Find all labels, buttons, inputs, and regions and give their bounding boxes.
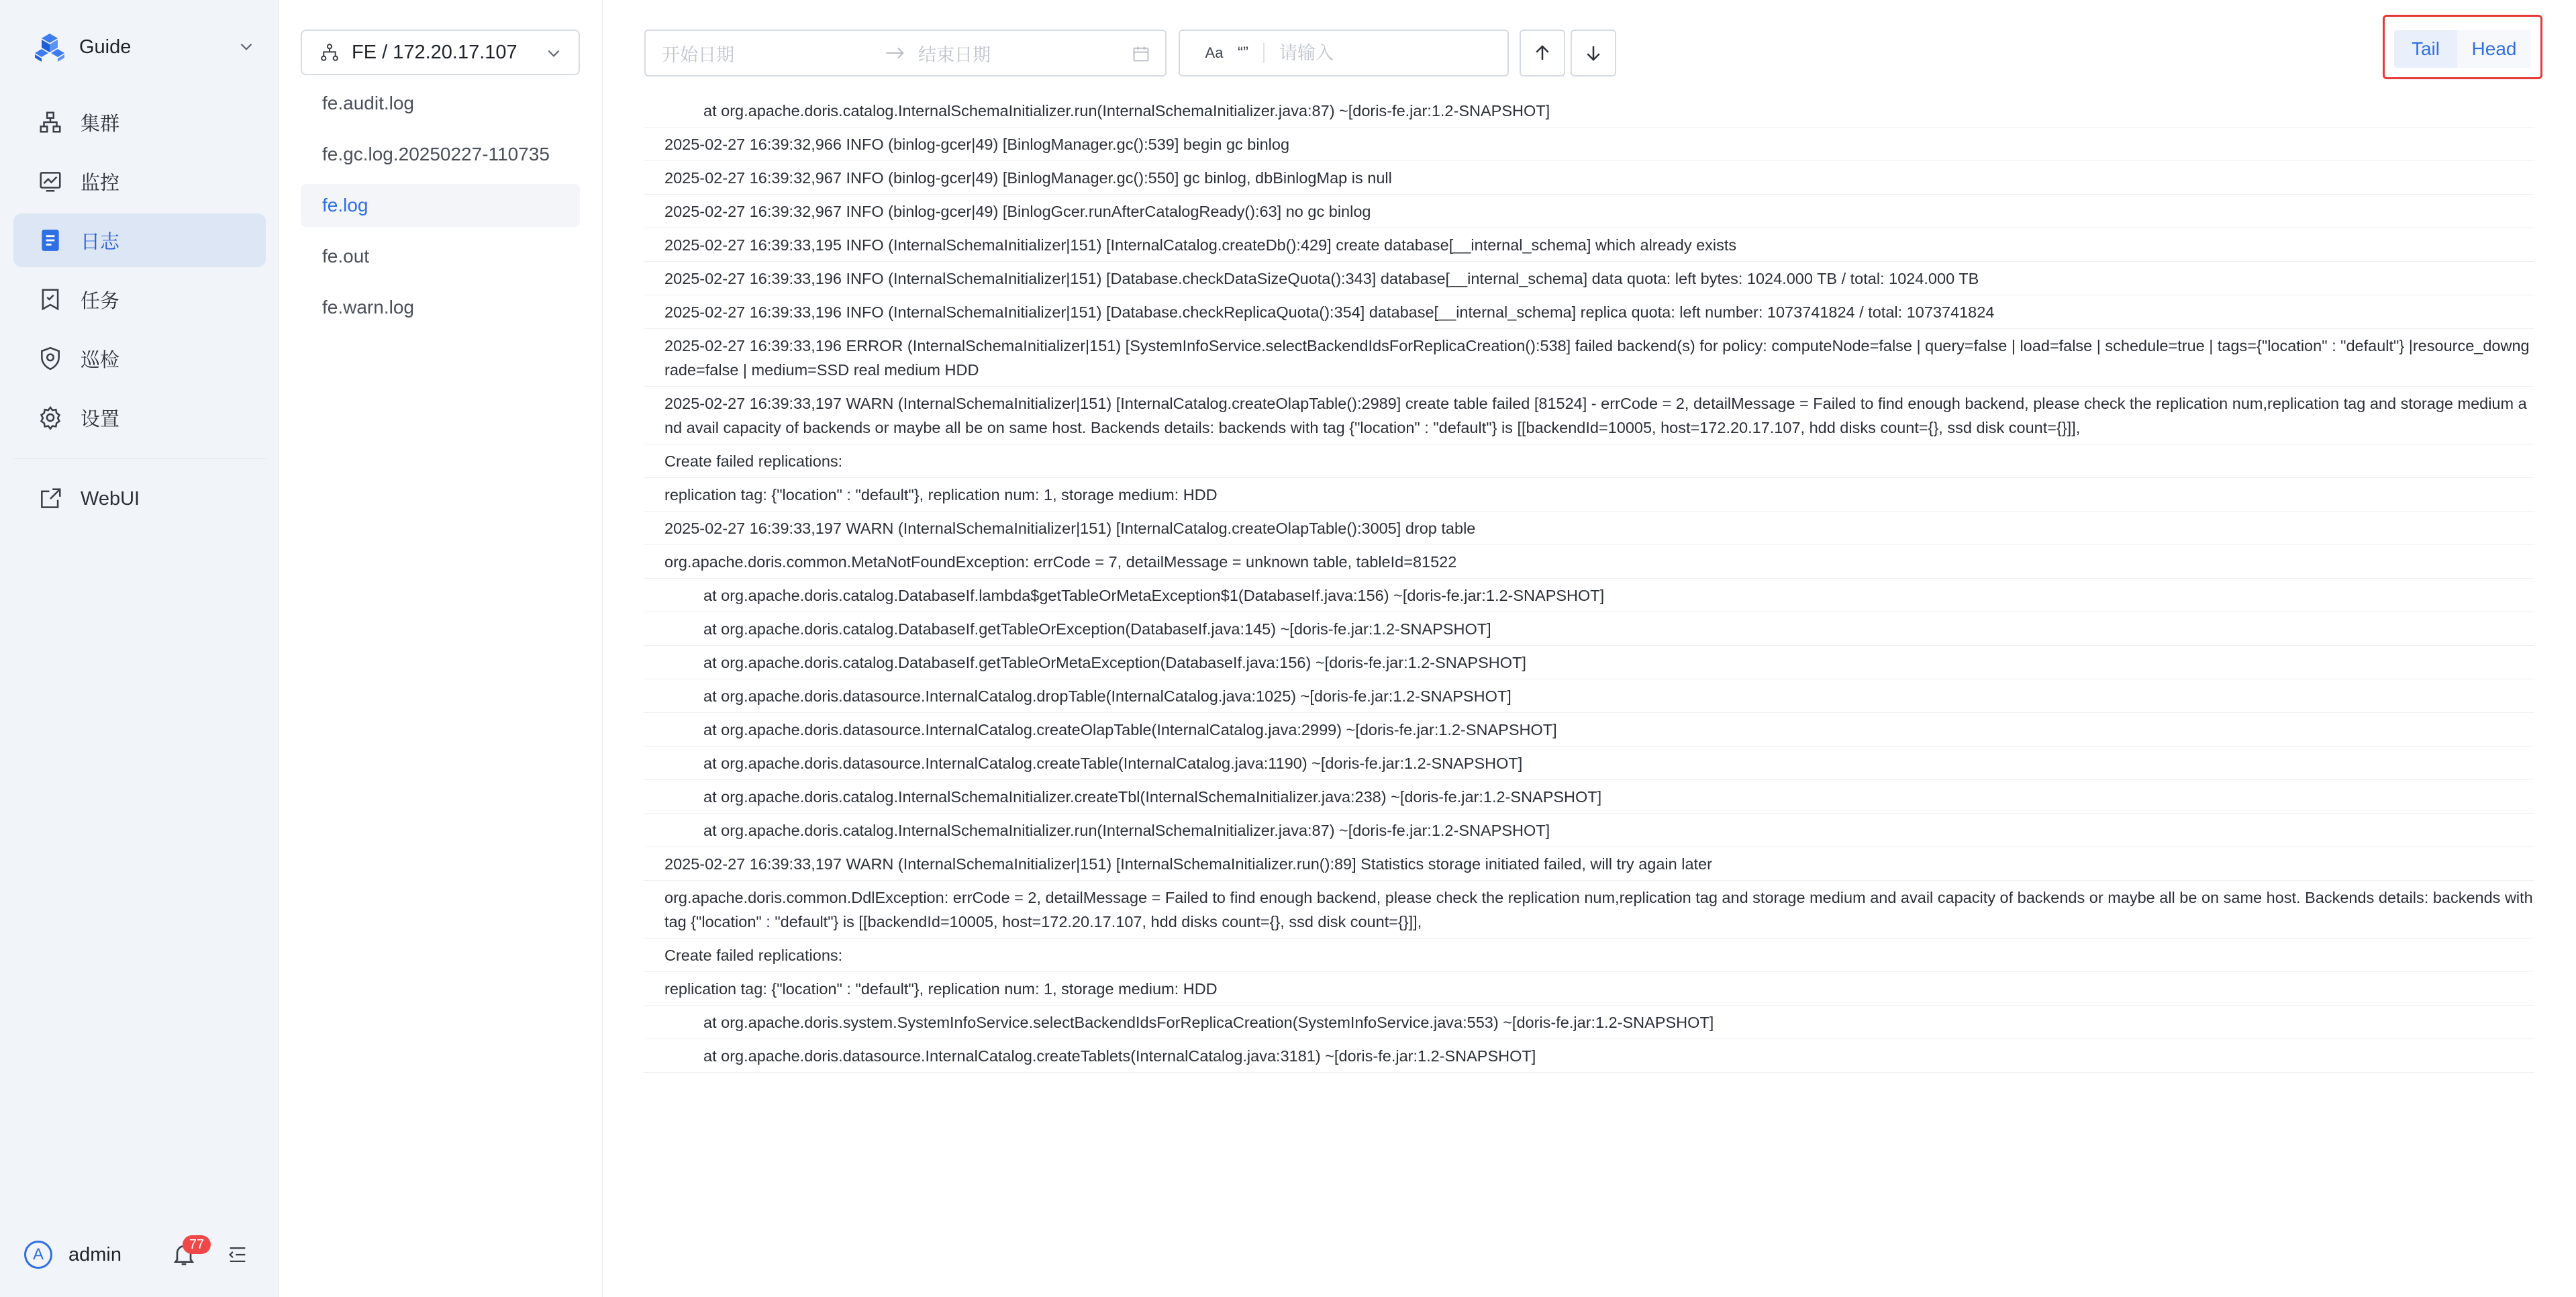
- sidebar-item-log[interactable]: [13, 213, 266, 267]
- log-trace-line: at org.apache.doris.catalog.DatabaseIf.getTableOrMetaException(DatabaseIf.java:156) ~[doris-fe.jar:1.2-SNAPSHOT]: [644, 646, 2534, 679]
- avatar: A: [24, 1241, 52, 1269]
- log-content: [644, 94, 2534, 1073]
- node-select[interactable]: [301, 30, 580, 75]
- log-line: replication tag: {"location" : "default"}, replication num: 1, storage medium: HDD: [644, 972, 2534, 1006]
- sidebar-item-label: 监控: [81, 172, 120, 194]
- log-line: 2025-02-27 16:39:33,197 WARN (InternalSchemaInitializer|151) [InternalCatalog.createOlapTable():3005] drop table: [644, 512, 2534, 545]
- sidebar-nav: [13, 95, 266, 531]
- collapse-menu-icon[interactable]: [226, 1243, 250, 1266]
- gear-icon: [38, 405, 63, 430]
- log-line: org.apache.doris.common.MetaNotFoundException: errCode = 7, detailMessage = unknown table, tableId=81522: [644, 545, 2534, 579]
- log-trace-line: at org.apache.doris.catalog.InternalSchemaInitializer.createTbl(InternalSchemaInitializer.java:238) ~[doris-fe.jar:1.2-SNAPSHOT]: [644, 780, 2534, 814]
- log-trace-line: at org.apache.doris.system.SystemInfoService.selectBackendIdsForReplicaCreation(SystemInfoService.java:553) ~[doris-fe.jar:1.2-SNAPSHOT]: [644, 1006, 2534, 1039]
- sidebar-item-label: 日志: [81, 231, 120, 253]
- sidebar-item-settings[interactable]: [13, 391, 266, 444]
- arrow-up-icon: [1532, 43, 1552, 63]
- user-menu[interactable]: [24, 1241, 121, 1269]
- log-line: 2025-02-27 16:39:33,197 WARN (InternalSchemaInitializer|151) [InternalCatalog.createOlapTable():2989] create table failed [81524] - errCode = 2, detailMessage = Failed to find enough backend, please check the replication num,replication tag and storage medium and avail capacity of backends or maybe all be on same host. Backends details: backends with tag {"location" : "default"} is [[backendId=10005, host=172.20.17.107, hdd disks count={}, ssd disk count={}]],: [644, 387, 2534, 444]
- log-trace-line: at org.apache.doris.catalog.InternalSchemaInitializer.run(InternalSchemaInitializer.java:87) ~[doris-fe.jar:1.2-SNAPSHOT]: [644, 814, 2534, 847]
- match-case-toggle[interactable]: Aa: [1205, 44, 1224, 61]
- log-trace-line: at org.apache.doris.datasource.InternalCatalog.createTable(InternalCatalog.java:1190) ~[doris-fe.jar:1.2-SNAPSHOT]: [644, 747, 2534, 780]
- inspection-icon: [38, 346, 63, 371]
- log-line: 2025-02-27 16:39:32,966 INFO (binlog-gcer|49) [BinlogManager.gc():539] begin gc binlog: [644, 128, 2534, 161]
- log-line: 2025-02-27 16:39:32,967 INFO (binlog-gcer|49) [BinlogGcer.runAfterCatalogReady():63] no gc binlog: [644, 195, 2534, 228]
- log-line: 2025-02-27 16:39:33,196 INFO (InternalSchemaInitializer|151) [Database.checkDataSizeQuota():343] database[__internal_schema] data quota: left bytes: 1024.000 TB / total: 1024.000 TB: [644, 262, 2534, 295]
- start-date-placeholder: 开始日期: [662, 44, 734, 65]
- next-match-button[interactable]: [1571, 30, 1616, 77]
- notification-badge: 77: [183, 1235, 211, 1254]
- file-item[interactable]: fe.gc.log.20250227-110735: [322, 144, 550, 164]
- sidebar-divider: [13, 458, 266, 459]
- arrow-down-icon: [1583, 43, 1603, 63]
- log-line: org.apache.doris.common.DdlException: errCode = 2, detailMessage = Failed to find enough backend, please check the replication num,replication tag and storage medium and avail capacity of backends or maybe all be on same host. Backends details: backends with tag {"location" : "default"} is [[backendId=10005, host=172.20.17.107, hdd disks count={}, ssd disk count={}]],: [644, 881, 2534, 939]
- log-line: 2025-02-27 16:39:33,196 INFO (InternalSchemaInitializer|151) [Database.checkReplicaQuota():354] database[__internal_schema] replica quota: left number: 1073741824 / total: 1073741824: [644, 295, 2534, 329]
- chevron-down-icon: [545, 44, 562, 62]
- log-viewer: [603, 0, 2576, 1297]
- end-date-placeholder: 结束日期: [918, 44, 991, 65]
- sidebar-item-monitor[interactable]: [13, 154, 266, 208]
- cluster-icon: [38, 109, 63, 135]
- log-line: replication tag: {"location" : "default"}, replication num: 1, storage medium: HDD: [644, 478, 2534, 512]
- sidebar-item-label: 设置: [81, 408, 120, 430]
- node-tree-icon: [319, 42, 340, 62]
- read-mode-highlight: [2383, 15, 2542, 79]
- file-item[interactable]: fe.out: [322, 246, 370, 267]
- head-button[interactable]: Head: [2457, 30, 2531, 68]
- sidebar-item-cluster[interactable]: [13, 95, 266, 149]
- sidebar-item-inspection[interactable]: [13, 332, 266, 385]
- brand-name: Guide: [79, 36, 132, 58]
- match-word-toggle[interactable]: “”: [1238, 44, 1248, 62]
- sidebar-item-label: WebUI: [81, 487, 140, 510]
- sidebar-item-webui[interactable]: [13, 472, 266, 526]
- log-line: 2025-02-27 16:39:32,967 INFO (binlog-gcer|49) [BinlogManager.gc():550] gc binlog, dbBinlogMap is null: [644, 161, 2534, 195]
- file-item-selected[interactable]: fe.log: [301, 184, 580, 227]
- file-panel: [279, 0, 603, 1297]
- monitor-icon: [38, 169, 63, 194]
- brand-switcher[interactable]: [34, 30, 255, 64]
- node-select-value: FE / 172.20.17.107: [352, 41, 517, 63]
- tail-button[interactable]: Tail: [2394, 30, 2457, 68]
- doris-logo-icon: [34, 31, 66, 63]
- log-trace-line: at org.apache.doris.catalog.DatabaseIf.lambda$getTableOrMetaException$1(DatabaseIf.java:156) ~[doris-fe.jar:1.2-SNAPSHOT]: [644, 579, 2534, 612]
- chevron-down-icon[interactable]: [238, 38, 255, 55]
- search-input[interactable]: [1278, 42, 1469, 64]
- log-line: Create failed replications:: [644, 939, 2534, 972]
- calendar-icon: [1132, 44, 1150, 63]
- previous-match-button[interactable]: [1520, 30, 1565, 77]
- task-icon: [38, 287, 63, 312]
- file-list: [301, 82, 580, 337]
- log-trace-line: at org.apache.doris.datasource.InternalCatalog.createOlapTable(InternalCatalog.java:2999) ~[doris-fe.jar:1.2-SNAPSHOT]: [644, 713, 2534, 747]
- log-trace-line: at org.apache.doris.datasource.InternalCatalog.createTablets(InternalCatalog.java:3181) ~[doris-fe.jar:1.2-SNAPSHOT]: [644, 1039, 2534, 1073]
- log-trace-line: at org.apache.doris.datasource.InternalCatalog.dropTable(InternalCatalog.java:1025) ~[doris-fe.jar:1.2-SNAPSHOT]: [644, 679, 2534, 713]
- sidebar-item-label: 集群: [81, 113, 120, 135]
- search-divider: [1263, 43, 1265, 63]
- sidebar-item-label: 任务: [81, 290, 120, 312]
- read-mode-toggle: [2394, 30, 2531, 68]
- sidebar-item-label: 巡检: [81, 349, 120, 371]
- log-line: 2025-02-27 16:39:33,195 INFO (InternalSchemaInitializer|151) [InternalCatalog.createDb():429] create database[__internal_schema] which already exists: [644, 228, 2534, 262]
- file-item[interactable]: fe.audit.log: [322, 93, 414, 113]
- log-line: Create failed replications:: [644, 444, 2534, 478]
- sidebar: [0, 0, 279, 1297]
- user-name: admin: [68, 1243, 121, 1265]
- date-range-picker[interactable]: [644, 30, 1167, 77]
- log-line: 2025-02-27 16:39:33,196 ERROR (InternalSchemaInitializer|151) [SystemInfoService.selectBackendIdsForReplicaCreation():538] failed backend(s) for policy: computeNode=false | query=false | load=false | schedule=true | tags={"location" : "default"} |resource_downgrade=false | medium=SSD real medium HDD: [644, 329, 2534, 387]
- log-trace-line: at org.apache.doris.catalog.DatabaseIf.getTableOrException(DatabaseIf.java:145) ~[doris-fe.jar:1.2-SNAPSHOT]: [644, 612, 2534, 646]
- log-search: [1179, 30, 1509, 77]
- log-line: 2025-02-27 16:39:33,197 WARN (InternalSchemaInitializer|151) [InternalSchemaInitializer.run():89] Statistics storage initiated failed, will try again later: [644, 847, 2534, 881]
- arrow-right-icon: [885, 44, 905, 62]
- file-item[interactable]: fe.warn.log: [322, 297, 414, 318]
- log-trace-line: at org.apache.doris.catalog.InternalSchemaInitializer.run(InternalSchemaInitializer.java:87) ~[doris-fe.jar:1.2-SNAPSHOT]: [644, 94, 2534, 128]
- external-link-icon: [38, 486, 63, 512]
- sidebar-item-task[interactable]: [13, 273, 266, 326]
- log-icon: [38, 228, 63, 253]
